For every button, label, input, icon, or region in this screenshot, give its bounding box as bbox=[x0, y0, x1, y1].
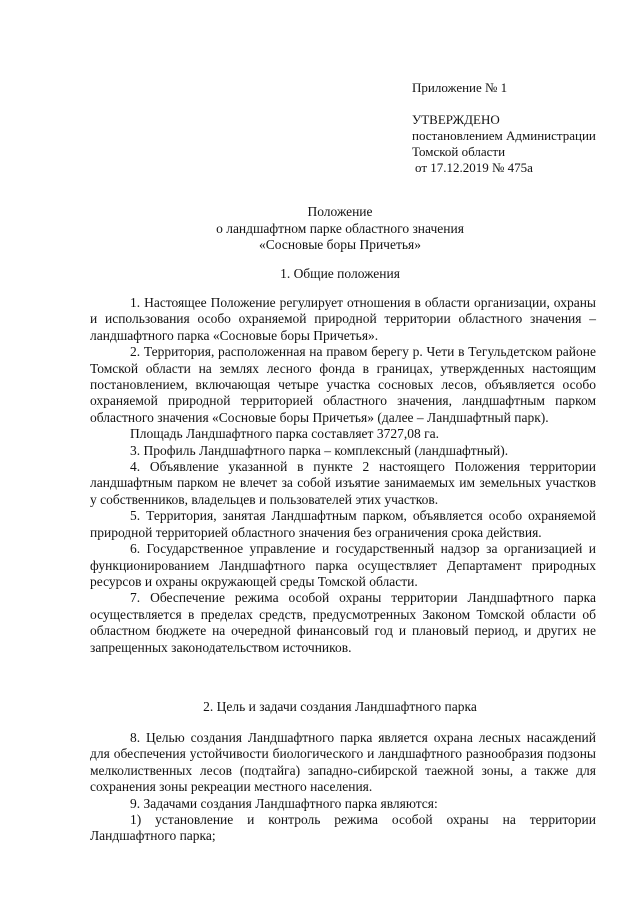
paragraph: 3. Профиль Ландшафтного парка – комплексный (ландшафтный). bbox=[130, 442, 509, 458]
section-1-body bbox=[90, 295, 596, 656]
title-line-2: о ландшафтном парке областного значения bbox=[216, 220, 464, 236]
title-line-1: Положение bbox=[307, 204, 373, 219]
title-line-3: «Сосновые боры Причетья» bbox=[259, 237, 421, 252]
approved-date-line: от 17.12.2019 № 475а bbox=[415, 160, 533, 175]
document-title bbox=[90, 204, 590, 254]
approval-block bbox=[412, 80, 622, 176]
paragraph: 1) установление и контроль режима особой охраны на территории Ландшафтного парка; bbox=[90, 812, 596, 844]
paragraph: 6. Государственное управление и государственный надзор за организацией и функционированием Ландшафтного парка осуществляет Департамент природных ресурсов и охраны окружающей среды Томской области. bbox=[90, 541, 596, 589]
paragraph: 1. Настоящее Положение регулирует отношения в области организации, охраны и использования особо охраняемой природной территории областного значения – ландшафтного парка «Сосновые боры Причетья». bbox=[90, 295, 596, 343]
approved-by-line: постановлением Администрации bbox=[412, 128, 596, 143]
paragraph: 7. Обеспечение режима особой охраны территории Ландшафтного парка осуществляется в пределах средств, предусмотренных Законом Томской области об областном бюджете на очередной финансовый год и плановый период, и других не запрещенных законодательством источников. bbox=[90, 590, 596, 655]
section-1-heading: 1. Общие положения bbox=[280, 266, 400, 281]
paragraph: 8. Целью создания Ландшафтного парка является охрана лесных насаждений для обеспечения устойчивости биологического и ландшафтного разнообразия подзоны мелколиственных лесов (подтайга) западно-сибирской таежной зоны, а также для сохранения зоны рекреации местного населения. bbox=[90, 730, 596, 795]
attachment-label: Приложение № 1 bbox=[412, 80, 508, 95]
section-2-heading: 2. Цель и задачи создания Ландшафтного парка bbox=[203, 699, 477, 714]
approved-label: УТВЕРЖДЕНО bbox=[412, 112, 500, 127]
section-2-body bbox=[90, 730, 596, 845]
paragraph: 4. Объявление указанной в пункте 2 настоящего Положения территории ландшафтным парком не влечет за собой изъятие занимаемых им земельных участков у собственников, владельцев и пользователей этих участков. bbox=[90, 459, 596, 507]
paragraph: 9. Задачами создания Ландшафтного парка являются: bbox=[130, 795, 438, 811]
paragraph: 2. Территория, расположенная на правом берегу р. Чети в Тегульдетском районе Томской области на землях лесного фонда в границах, утвержденных настоящим постановлением, включающая четыре участка сосновых лесов, объявляется особо охраняемой природной территорией областного значения, ландшафтным парком областного значения «Сосновые боры Причетья» (далее – Ландшафтный парк). bbox=[90, 344, 596, 425]
paragraph: 5. Территория, занятая Ландшафтным парком, объявляется особо охраняемой природной территорией областного значения без ограничения срока действия. bbox=[90, 508, 596, 540]
approved-region-line: Томской области bbox=[412, 144, 506, 159]
paragraph: Площадь Ландшафтного парка составляет 3727,08 га. bbox=[130, 426, 439, 442]
